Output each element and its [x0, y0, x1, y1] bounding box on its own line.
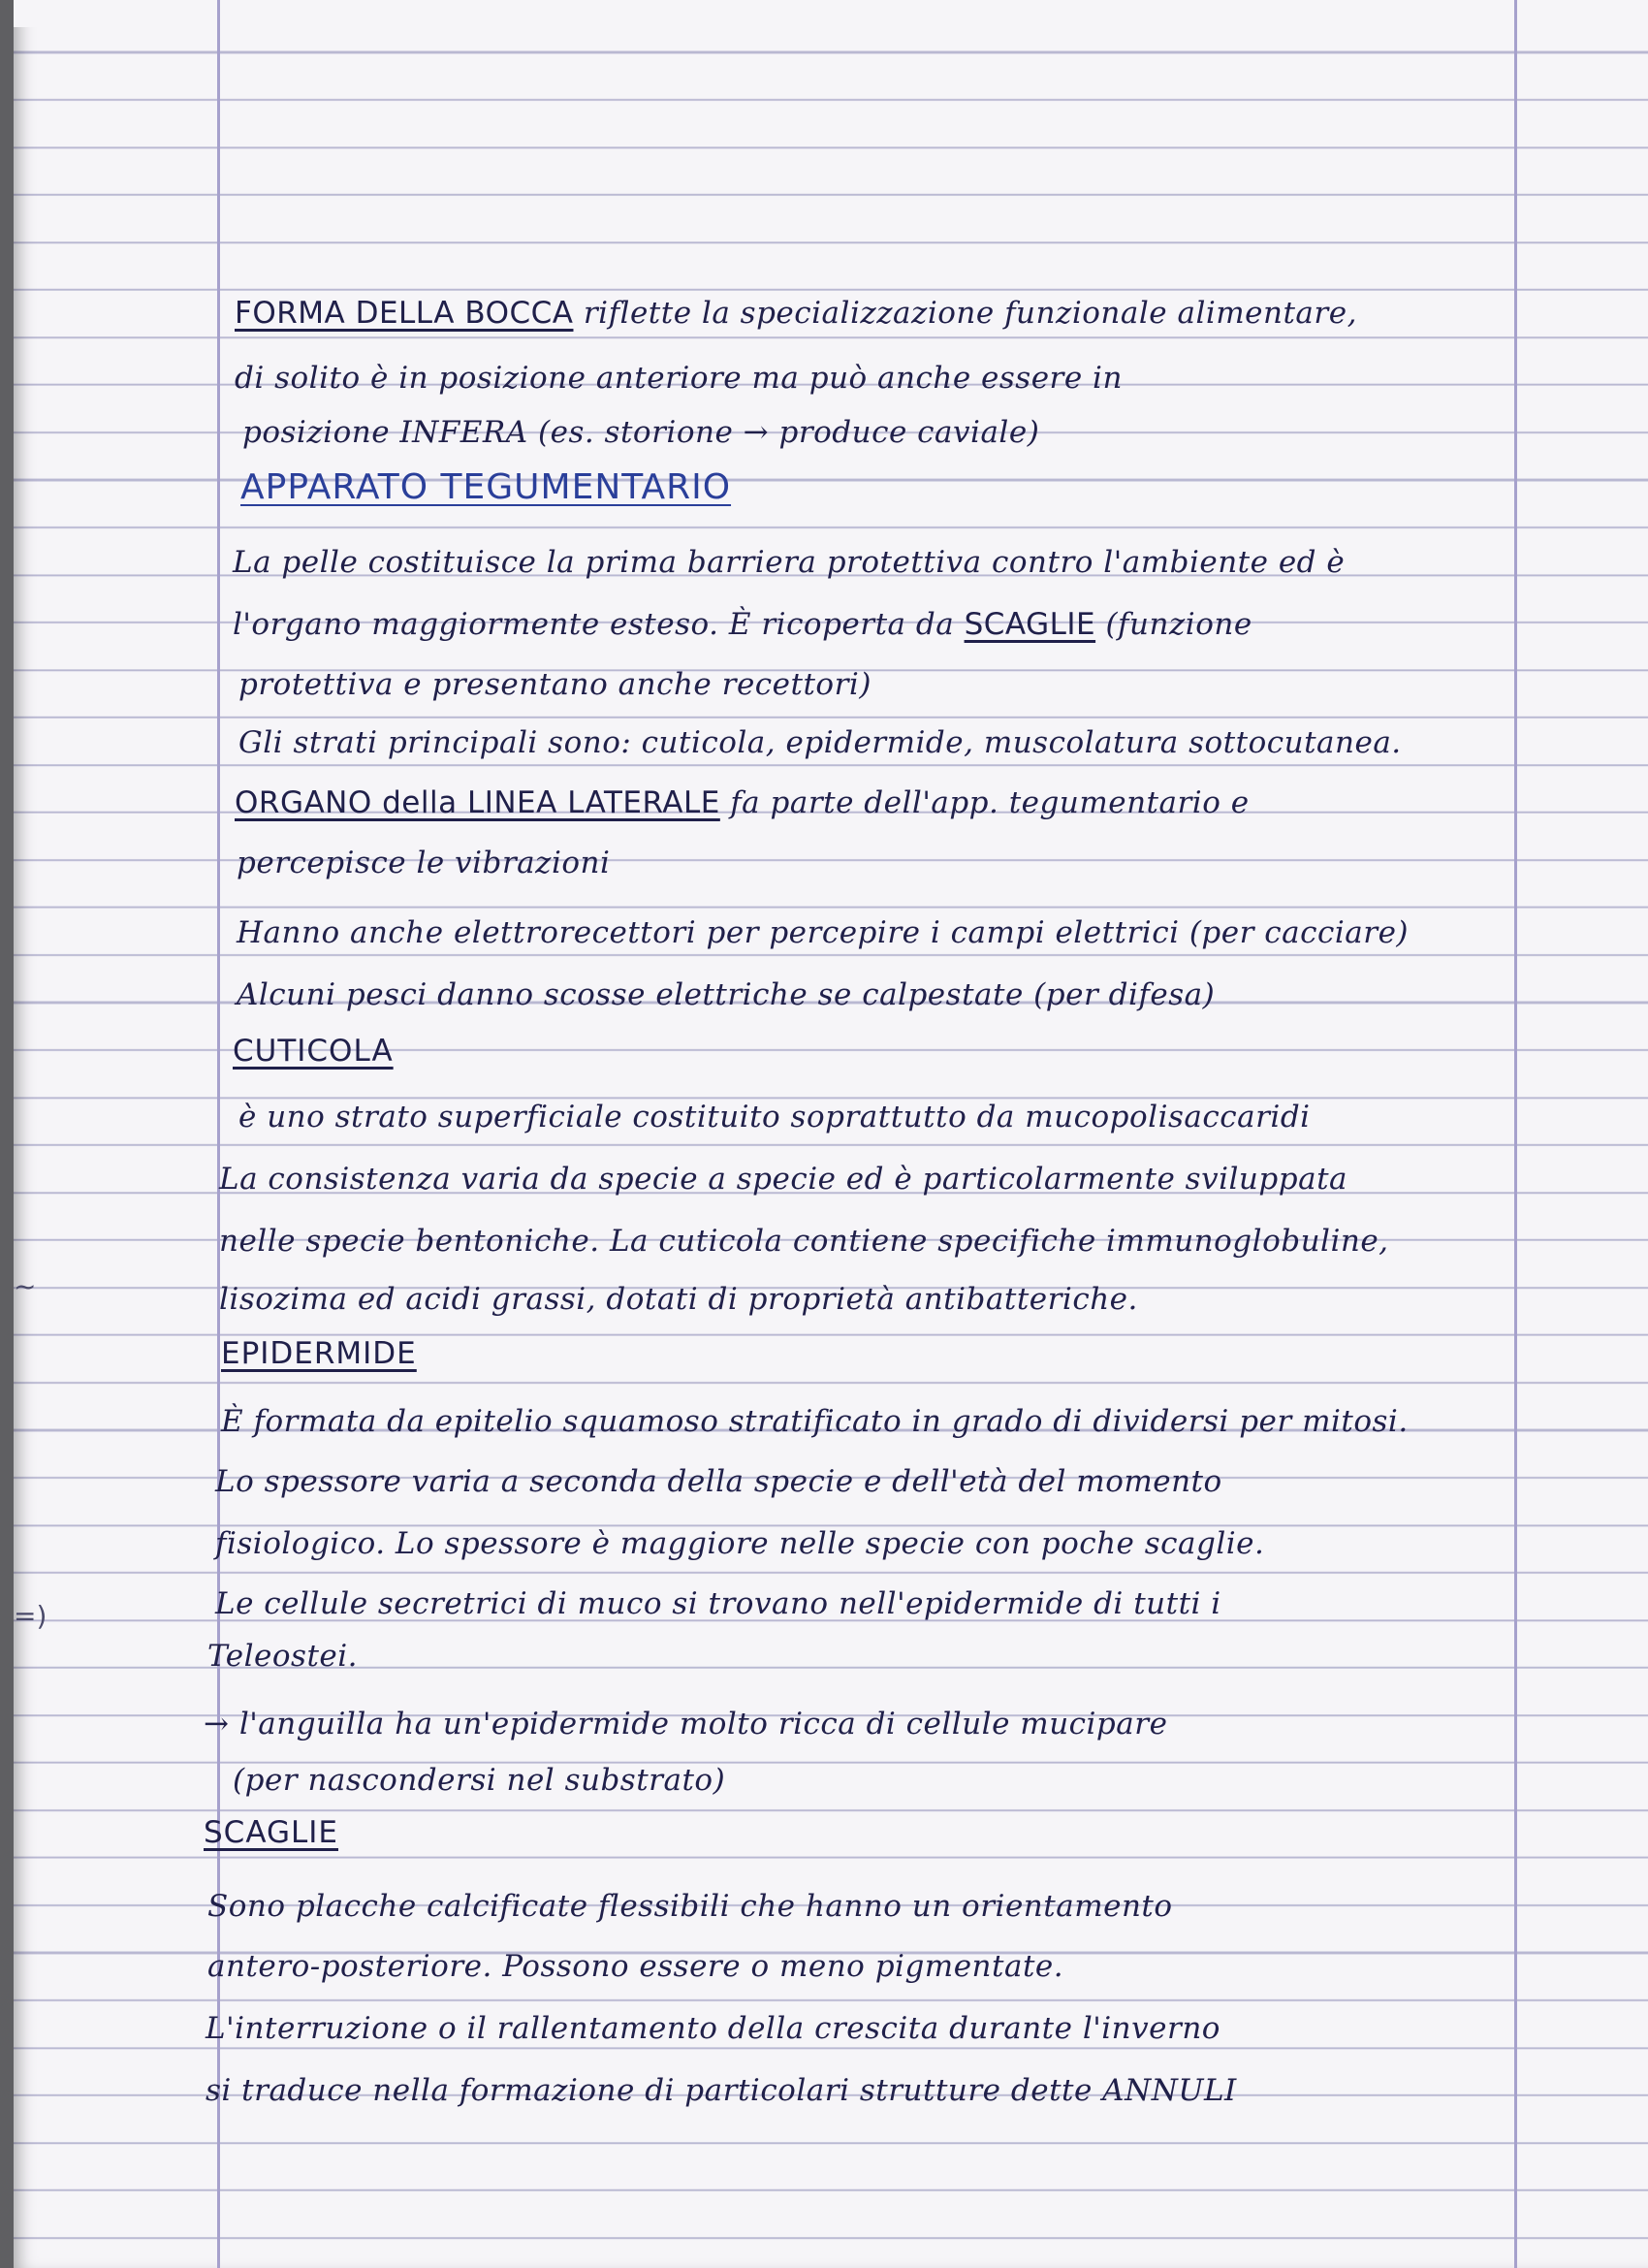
- line-text: Sono placche calcificate flessibili che hanno un orientamento: [207, 1889, 1173, 1924]
- line-text: fa parte dell'app. tegumentario e: [719, 785, 1250, 820]
- line-text: Alcuni pesci danno scosse elettriche se calpestate (per difesa): [237, 977, 1216, 1012]
- text-line-16: [219, 1224, 1389, 1259]
- left-margin-line: [217, 0, 220, 2268]
- heading-organo-linea-laterale: ORGANO della LINEA LATERALE: [235, 785, 720, 820]
- line-text: Gli strati principali sono: cuticola, epidermide, muscolatura sottocutanea.: [238, 725, 1402, 760]
- line-text: Lo spessore varia a seconda della specie e dell'età del momento: [215, 1464, 1222, 1499]
- heading-text: EPIDERMIDE: [221, 1336, 417, 1371]
- line-text: antero-posteriore. Possono essere o meno pigmentate.: [207, 1949, 1064, 1984]
- heading-epidermide: [221, 1336, 417, 1371]
- line-text: percepisce le vibrazioni: [237, 846, 611, 880]
- keyword-scaglie: SCAGLIE: [964, 607, 1096, 642]
- line-text: La pelle costituisce la prima barriera protettiva contro l'ambiente ed è: [233, 545, 1346, 580]
- text-line-20: [215, 1464, 1222, 1499]
- text-line-14: [238, 1100, 1311, 1134]
- text-line-11: [237, 915, 1409, 950]
- text-line-9: [235, 785, 1250, 820]
- line-text: riflette la specializzazione funzionale alimentare,: [573, 296, 1357, 331]
- line-text: posizione INFERA (es. storione: [242, 415, 744, 450]
- notebook-page: [14, 0, 1648, 2268]
- line-text: è uno strato superficiale costituito soprattutto da mucopolisaccaridi: [238, 1100, 1311, 1134]
- heading-text: SCAGLIE: [204, 1815, 339, 1850]
- line-text: (per nascondersi nel substrato): [233, 1763, 726, 1798]
- line-text: lisozima ed acidi grassi, dotati di proprietà antibatteriche.: [219, 1282, 1138, 1317]
- line-text: La consistenza varia da specie a specie ed è particolarmente sviluppata: [219, 1162, 1348, 1197]
- text-line-22: [215, 1586, 1221, 1621]
- line-text: si traduce nella formazione di particolari strutture dette ANNULI: [206, 2073, 1237, 2108]
- line-text: nelle specie bentoniche. La cuticola contiene specifiche immunoglobuline,: [219, 1224, 1389, 1259]
- line-text: L'interruzione o il rallentamento della crescita durante l'inverno: [206, 2011, 1220, 2046]
- line-text: l'organo maggiormente esteso. È ricoperta da: [233, 607, 965, 642]
- line-text: di solito è in posizione anteriore ma può anche essere in: [235, 361, 1123, 396]
- text-line-10: [237, 846, 610, 880]
- heading-apparato-tegumentario: [240, 467, 731, 507]
- text-line-27: [207, 1889, 1173, 1924]
- heading-cuticola: [233, 1034, 394, 1069]
- line-text: Teleostei.: [207, 1639, 359, 1674]
- line-text: → produce caviale): [743, 415, 1040, 450]
- heading-scaglie: [204, 1815, 338, 1850]
- text-line-29: [206, 2011, 1220, 2046]
- edge-mark-1: ~: [14, 1270, 37, 1302]
- line-text: È formata da epitelio squamoso stratificato in grado di dividersi per mitosi.: [221, 1404, 1409, 1439]
- text-line-24: [204, 1707, 1167, 1741]
- text-line-5: [233, 545, 1345, 580]
- text-line-3: [242, 415, 1039, 450]
- edge-mark-2: =): [14, 1600, 48, 1632]
- text-line-19: [221, 1404, 1409, 1439]
- line-text: → l'anguilla ha un'epidermide molto ricca di cellule mucipare: [204, 1707, 1168, 1741]
- text-line-23: [207, 1639, 358, 1674]
- text-line-12: [237, 977, 1215, 1012]
- line-text: Hanno anche elettrorecettori per percepire i campi elettrici (per cacciare): [237, 915, 1410, 950]
- text-line-6: [233, 607, 1252, 642]
- line-text: (funzione: [1095, 607, 1252, 642]
- text-line-1: [235, 296, 1357, 331]
- text-line-8: [238, 725, 1402, 760]
- heading-forma-della-bocca: FORMA DELLA BOCCA: [235, 296, 574, 331]
- text-line-15: [219, 1162, 1347, 1197]
- heading-text: APPARATO TEGUMENTARIO: [240, 467, 732, 507]
- text-line-30: [206, 2073, 1237, 2108]
- text-line-2: [235, 361, 1123, 396]
- text-line-21: [215, 1526, 1264, 1561]
- text-line-25: [233, 1763, 725, 1798]
- text-line-28: [207, 1949, 1063, 1984]
- line-text: protettiva e presentano anche recettori): [238, 667, 872, 702]
- line-text: fisiologico. Lo spessore è maggiore nelle specie con poche scaglie.: [215, 1526, 1265, 1561]
- text-line-7: [238, 667, 872, 702]
- text-line-17: [219, 1282, 1138, 1317]
- right-margin-line: [1514, 0, 1517, 2268]
- line-text: Le cellule secretrici di muco si trovano nell'epidermide di tutti i: [215, 1586, 1221, 1621]
- heading-text: CUTICOLA: [233, 1034, 394, 1069]
